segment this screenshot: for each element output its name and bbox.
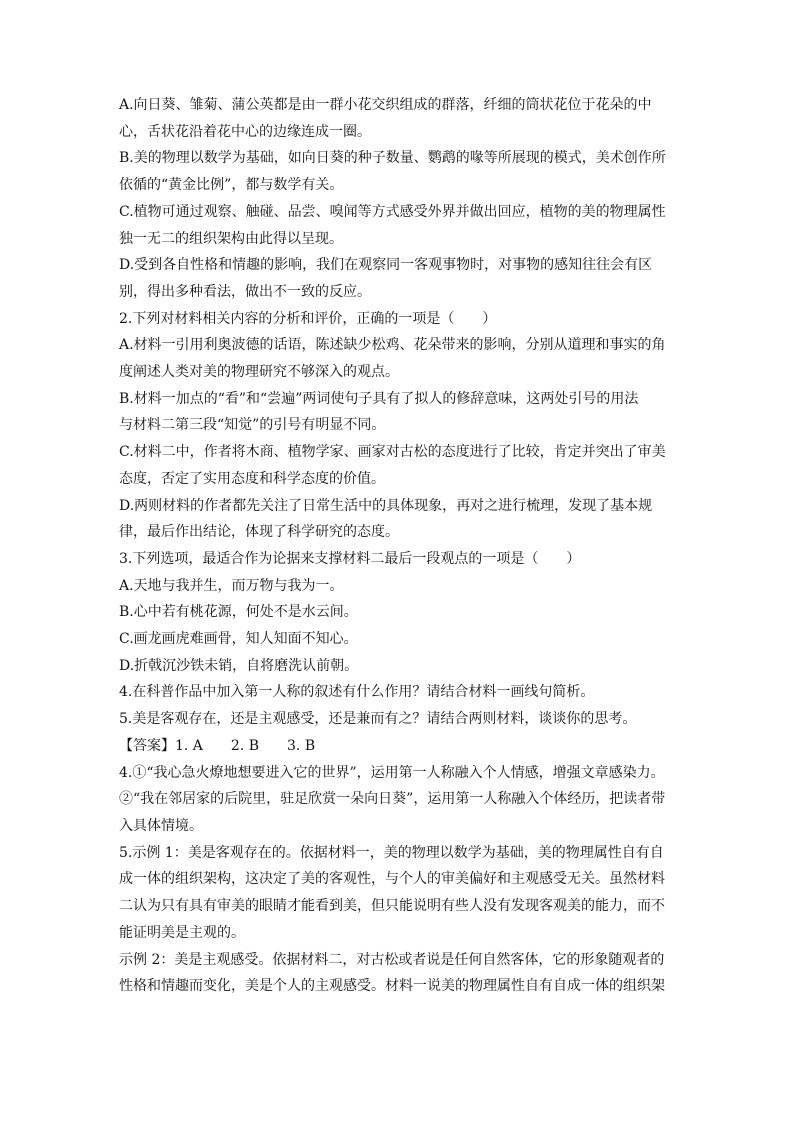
answer-5-line-6: 性格和情趣而变化，美是个人的主观感受。材料一说美的物理属性自有自成一体的组织架 <box>119 978 665 995</box>
q3-option-c: C.画龙画虎难画骨，知人知面不知心。 <box>119 631 358 648</box>
answer-4-line-1: 4.①“我心急火燎地想要进入它的世界”，运用第一人称融入个人情感，增强文章感染力。 <box>119 764 665 781</box>
q2-option-a-line-2: 度阐述人类对美的物理研究不够深入的观点。 <box>119 364 399 381</box>
question-5-stem: 5.美是客观存在，还是主观感受，还是兼而有之？请结合两则材料，谈谈你的思考。 <box>119 711 637 728</box>
q1-option-c-line-2: 独一无二的组织架构由此得以呈现。 <box>119 230 343 247</box>
question-4-stem: 4.在科普作品中加入第一人称的叙述有什么作用？请结合材料一画线句简析。 <box>119 684 595 701</box>
q1-option-b-line-2: 依循的“黄金比例”，都与数学有关。 <box>119 177 344 194</box>
q1-option-d-line-2: 别，得出多种看法，做出不一致的反应。 <box>119 283 371 300</box>
q1-option-a-line-1: A.向日葵、雏菊、蒲公英都是由一群小花交织组成的群落，纤细的筒状花位于花朵的中 <box>119 97 652 113</box>
q1-option-c-line-1: C.植物可通过观察、触碰、品尝、嗅闻等方式感受外界并做出回应，植物的美的物理属性 <box>119 203 666 220</box>
answer-5-line-2: 成一体的组织架构，这决定了美的客观性，与个人的审美偏好和主观感受无关。虽然材料 <box>119 871 665 888</box>
question-3-stem: 3.下列选项，最适合作为论据来支撑材料二最后一段观点的一项是（ ） <box>119 550 581 567</box>
q1-option-d-line-1: D.受到各自性格和情趣的影响，我们在观察同一客观事物时，对事物的感知往往会有区 <box>119 257 653 274</box>
q3-option-a: A.天地与我并生，而万物与我为一。 <box>119 577 344 594</box>
q2-option-a-line-1: A.材料一引用利奥波德的话语，陈述缺少松鸡、花朵带来的影响，分别从道理和事实的角 <box>119 337 666 354</box>
q2-option-b-line-1: B.材料一加点的“看”和“尝遍”两词使句子具有了拟人的修辞意味，这两处引号的用法 <box>119 390 639 407</box>
q2-option-c-line-1: C.材料二中，作者将木商、植物学家、画家对古松的态度进行了比较，肯定并突出了审美 <box>119 444 666 461</box>
q2-option-c-line-2: 态度，否定了实用态度和科学态度的价值。 <box>119 470 385 487</box>
q3-option-d: D.折戟沉沙铁未销，自将磨洗认前朝。 <box>119 657 359 674</box>
document-body <box>119 92 679 1000</box>
q3-option-b: B.心中若有桃花源，何处不是水云间。 <box>119 604 358 621</box>
q2-option-d-line-2: 律，最后作出结论，体现了科学研究的态度。 <box>119 524 399 541</box>
answer-5-line-5: 示例 2：美是主观感受。依据材料二，对古松或者说是任何自然客体，它的形象随观者的 <box>119 951 665 968</box>
q2-option-d-line-1: D.两则材料的作者都先关注了日常生活中的具体现象，再对之进行梳理，发现了基本规 <box>119 497 653 514</box>
answer-4-line-3: 入具体情境。 <box>119 817 203 834</box>
answer-line <box>119 733 679 760</box>
answer-tag: 【答案】 <box>119 737 175 754</box>
answer-5-line-1: 5.示例 1：美是客观存在的。依据材料一，美的物理以数学为基础，美的物理属性自有自 <box>119 844 664 861</box>
answer-5-line-4: 能证明美是主观的。 <box>119 924 245 941</box>
q2-option-b-line-2: 与材料二第三段“知觉”的引号有明显不同。 <box>119 417 386 434</box>
q1-option-a-line-2: 心，舌状花沿着花中心的边缘连成一圈。 <box>119 123 371 140</box>
q1-option-b-line-1: B.美的物理以数学为基础，如向日葵的种子数量、鹦鹉的喙等所展现的模式，美术创作所 <box>119 150 666 167</box>
answer-4-line-2: ②“我在邻居家的后院里，驻足欣赏一朵向日葵”，运用第一人称融入个体经历，把读者带 <box>119 791 666 808</box>
answer-5-line-3: 二认为只有具有审美的眼睛才能看到美，但只能说明有些人没有发现客观美的能力，而不 <box>119 898 665 915</box>
question-2-stem: 2.下列对材料相关内容的分析和评价，正确的一项是（ ） <box>119 310 497 327</box>
answer-values: 1. A 2. B 3. B <box>175 737 316 754</box>
